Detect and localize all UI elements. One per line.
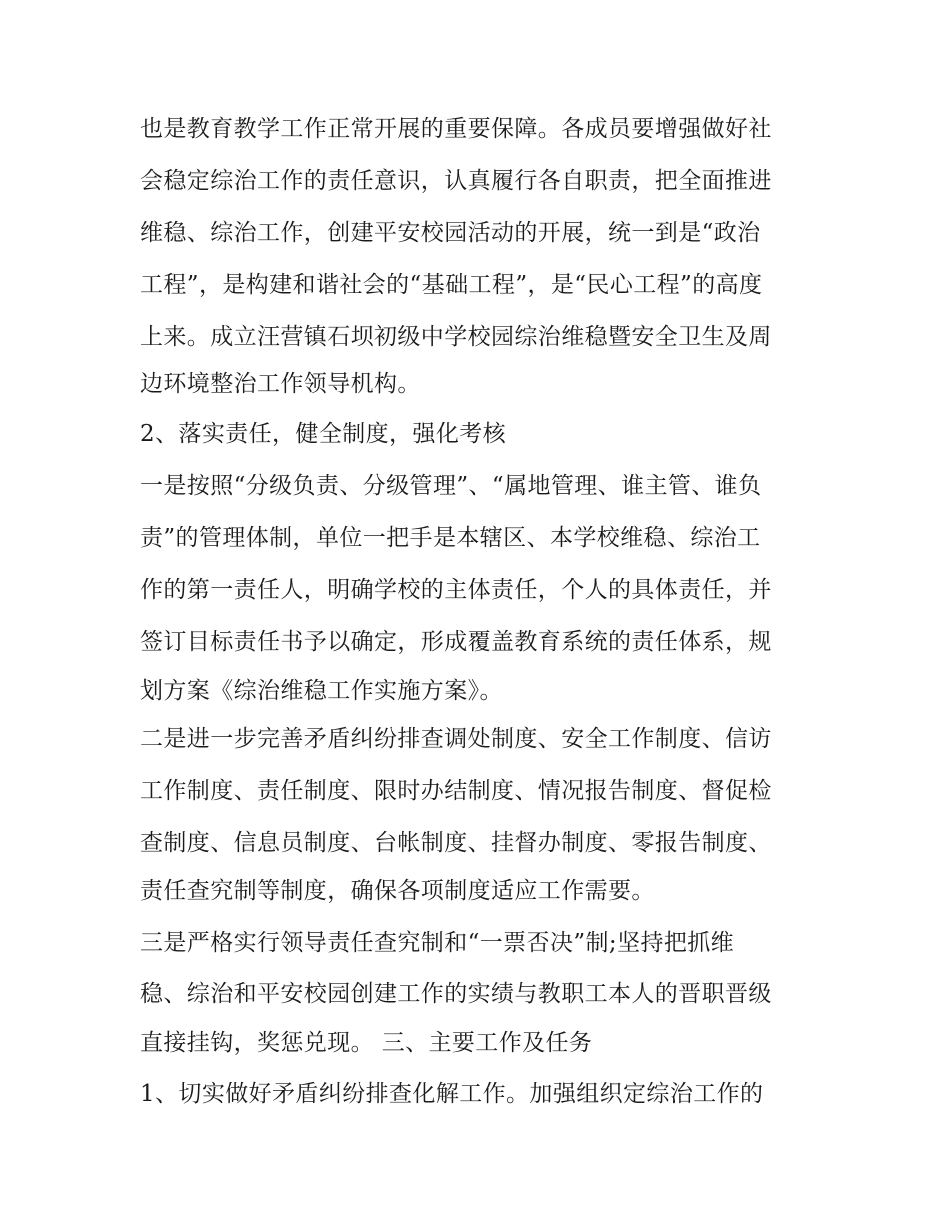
text-line: 一是按照“分级负责、分级管理”、“属地管理、谁主管、谁负	[140, 473, 762, 499]
text-line: 1、切实做好矛盾纠纷排查化解工作。加强组织定综治工作的	[140, 1081, 764, 1107]
text-line: 责任查究制等制度，确保各项制度适应工作需要。	[140, 878, 655, 904]
text-line: 也是教育教学工作正常开展的重要保障。各成员要增强做好社	[140, 116, 772, 142]
text-line: 维稳、综治工作，创建平安校园活动的开展，统一到是“政治	[140, 220, 761, 246]
text-line: 工程”，是构建和谐社会的“基础工程”，是“民心工程”的高度	[140, 272, 763, 298]
text-line: 责”的管理体制，单位一把手是本辖区、本学校维稳、综治工	[140, 525, 761, 551]
text-line: 工作制度、责任制度、限时办结制度、情况报告制度、督促检	[140, 778, 772, 804]
section-heading: 2、落实责任，健全制度，强化考核	[140, 421, 507, 447]
text-line: 上来。成立汪营镇石坝初级中学校园综治维稳暨安全卫生及周	[140, 324, 772, 350]
text-line: 划方案《综治维稳工作实施方案》。	[140, 678, 503, 704]
text-line: 二是进一步完善矛盾纠纷排查调处制度、安全工作制度、信访	[140, 726, 772, 752]
text-line: 作的第一责任人，明确学校的主体责任，个人的具体责任，并	[140, 577, 772, 603]
text-line: 查制度、信息员制度、台帐制度、挂督办制度、零报告制度、	[140, 830, 772, 856]
text-line: 会稳定综治工作的责任意识，认真履行各自职责，把全面推进	[140, 168, 772, 194]
text-line: 签订目标责任书予以确定，形成覆盖教育系统的责任体系，规	[140, 629, 772, 655]
text-line: 直接挂钩，奖惩兑现。 三、主要工作及任务	[140, 1030, 593, 1056]
text-line: 边环境整治工作领导机构。	[140, 371, 421, 397]
text-line: 三是严格实行领导责任查究制和“一票否决”制;坚持把抓维	[140, 930, 735, 956]
text-line: 稳、综治和平安校园创建工作的实绩与教职工本人的晋职晋级	[140, 981, 772, 1007]
